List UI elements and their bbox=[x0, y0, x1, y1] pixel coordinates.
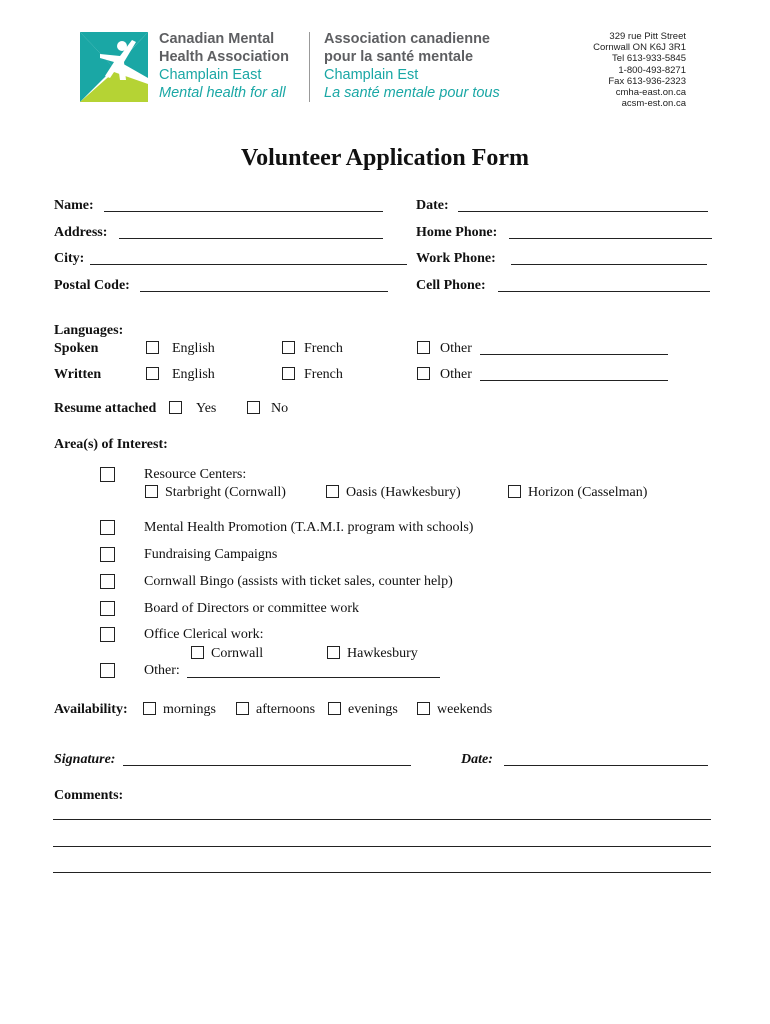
address-line: Cornwall ON K6J 3R1 bbox=[593, 42, 686, 54]
availability-label: Availability: bbox=[54, 702, 128, 717]
weekends-label: weekends bbox=[437, 702, 493, 717]
mornings-checkbox[interactable] bbox=[143, 702, 156, 715]
bingo-checkbox[interactable] bbox=[100, 574, 115, 589]
org-tagline-fr: La santé mentale pour tous bbox=[324, 85, 500, 101]
address-line: cmha-east.on.ca bbox=[615, 87, 686, 99]
cell-phone-field[interactable] bbox=[498, 291, 710, 292]
spoken-other-checkbox[interactable] bbox=[417, 341, 430, 354]
postal-code-label: Postal Code: bbox=[54, 278, 130, 293]
written-other-field[interactable] bbox=[480, 380, 668, 381]
board-checkbox[interactable] bbox=[100, 601, 115, 616]
evenings-checkbox[interactable] bbox=[328, 702, 341, 715]
logo-text-french bbox=[324, 30, 500, 102]
mental-health-promotion-label: Mental Health Promotion (T.A.M.I. program with schools) bbox=[144, 520, 474, 535]
signature-date-field[interactable] bbox=[504, 765, 708, 766]
written-other-checkbox[interactable] bbox=[417, 367, 430, 380]
home-phone-field[interactable] bbox=[509, 238, 712, 239]
oasis-checkbox[interactable] bbox=[326, 485, 339, 498]
date-label: Date: bbox=[416, 198, 449, 213]
office-clerical-label: Office Clerical work: bbox=[144, 627, 264, 642]
org-name-en-line2: Health Association bbox=[159, 49, 289, 65]
home-phone-label: Home Phone: bbox=[416, 225, 498, 240]
org-branch-en: Champlain East bbox=[159, 67, 262, 83]
weekends-checkbox[interactable] bbox=[417, 702, 430, 715]
office-cornwall-checkbox[interactable] bbox=[191, 646, 204, 659]
address-line: 1-800-493-8271 bbox=[618, 64, 686, 76]
written-french-label: French bbox=[304, 367, 343, 382]
cell-phone-label: Cell Phone: bbox=[416, 278, 486, 293]
resume-yes-checkbox[interactable] bbox=[169, 401, 182, 414]
work-phone-label: Work Phone: bbox=[416, 251, 496, 266]
written-other-label: Other bbox=[440, 367, 472, 382]
bingo-label: Cornwall Bingo (assists with ticket sales, counter help) bbox=[144, 574, 453, 589]
fundraising-label: Fundraising Campaigns bbox=[144, 547, 278, 562]
office-hawkesbury-checkbox[interactable] bbox=[327, 646, 340, 659]
address-line: acsm-est.on.ca bbox=[621, 98, 686, 110]
interest-other-checkbox[interactable] bbox=[100, 663, 115, 678]
org-branch-fr: Champlain Est bbox=[324, 67, 419, 83]
spoken-french-checkbox[interactable] bbox=[282, 341, 295, 354]
address-line: Fax 613-936-2323 bbox=[608, 75, 686, 87]
mental-health-promotion-checkbox[interactable] bbox=[100, 520, 115, 535]
starbright-checkbox[interactable] bbox=[145, 485, 158, 498]
logo-divider bbox=[309, 32, 310, 102]
org-name-en-line1: Canadian Mental bbox=[159, 31, 275, 47]
resume-label: Resume attached bbox=[54, 401, 157, 416]
work-phone-field[interactable] bbox=[511, 264, 707, 265]
signature-field[interactable] bbox=[123, 765, 411, 766]
form-title: Volunteer Application Form bbox=[240, 145, 529, 171]
office-clerical-checkbox[interactable] bbox=[100, 627, 115, 642]
address-label: Address: bbox=[54, 225, 108, 240]
logo-text-english bbox=[159, 30, 289, 102]
evenings-label: evenings bbox=[348, 702, 398, 717]
comments-line-2[interactable] bbox=[53, 846, 711, 847]
mornings-label: mornings bbox=[163, 702, 216, 717]
oasis-label: Oasis (Hawkesbury) bbox=[346, 485, 461, 500]
resource-centers-checkbox[interactable] bbox=[100, 467, 115, 482]
office-hawkesbury-label: Hawkesbury bbox=[347, 646, 418, 661]
signature-label: Signature: bbox=[54, 752, 116, 767]
comments-label: Comments: bbox=[54, 788, 124, 803]
afternoons-checkbox[interactable] bbox=[236, 702, 249, 715]
org-tagline-en: Mental health for all bbox=[159, 85, 286, 101]
written-english-label: English bbox=[172, 367, 215, 382]
comments-line-3[interactable] bbox=[53, 872, 711, 873]
org-address-block bbox=[593, 31, 686, 109]
city-label: City: bbox=[54, 251, 85, 266]
resume-yes-label: Yes bbox=[196, 401, 217, 416]
address-line: 329 rue Pitt Street bbox=[609, 31, 686, 42]
spoken-other-field[interactable] bbox=[480, 354, 668, 355]
spoken-other-label: Other bbox=[440, 341, 472, 356]
postal-code-field[interactable] bbox=[140, 291, 388, 292]
afternoons-label: afternoons bbox=[256, 702, 316, 717]
written-label: Written bbox=[54, 367, 102, 382]
date-field[interactable] bbox=[458, 211, 708, 212]
interest-other-field[interactable] bbox=[187, 677, 440, 678]
board-label: Board of Directors or committee work bbox=[144, 601, 359, 616]
interest-label: Area(s) of Interest: bbox=[54, 437, 168, 452]
horizon-label: Horizon (Casselman) bbox=[528, 485, 648, 500]
starbright-label: Starbright (Cornwall) bbox=[165, 485, 286, 500]
written-english-checkbox[interactable] bbox=[146, 367, 159, 380]
org-name-fr-line2: pour la santé mentale bbox=[324, 49, 474, 65]
resume-no-checkbox[interactable] bbox=[247, 401, 260, 414]
spoken-english-checkbox[interactable] bbox=[146, 341, 159, 354]
name-field[interactable] bbox=[104, 211, 383, 212]
office-cornwall-label: Cornwall bbox=[211, 646, 264, 661]
spoken-french-label: French bbox=[304, 341, 343, 356]
address-field[interactable] bbox=[119, 238, 383, 239]
address-line: Tel 613-933-5845 bbox=[612, 53, 686, 65]
languages-label: Languages: bbox=[54, 323, 124, 338]
cmha-logo bbox=[80, 32, 148, 102]
resource-centers-label: Resource Centers: bbox=[144, 467, 247, 482]
org-name-fr-line1: Association canadienne bbox=[324, 31, 490, 47]
spoken-label: Spoken bbox=[54, 341, 99, 356]
name-label: Name: bbox=[54, 198, 94, 213]
spoken-english-label: English bbox=[172, 341, 215, 356]
fundraising-checkbox[interactable] bbox=[100, 547, 115, 562]
interest-other-label: Other: bbox=[144, 663, 180, 678]
cmha-logo-mark bbox=[80, 32, 148, 102]
resume-no-label: No bbox=[271, 401, 289, 416]
written-french-checkbox[interactable] bbox=[282, 367, 295, 380]
signature-date-label: Date: bbox=[461, 752, 493, 767]
comments-line-1[interactable] bbox=[53, 819, 711, 820]
horizon-checkbox[interactable] bbox=[508, 485, 521, 498]
city-field[interactable] bbox=[90, 264, 407, 265]
